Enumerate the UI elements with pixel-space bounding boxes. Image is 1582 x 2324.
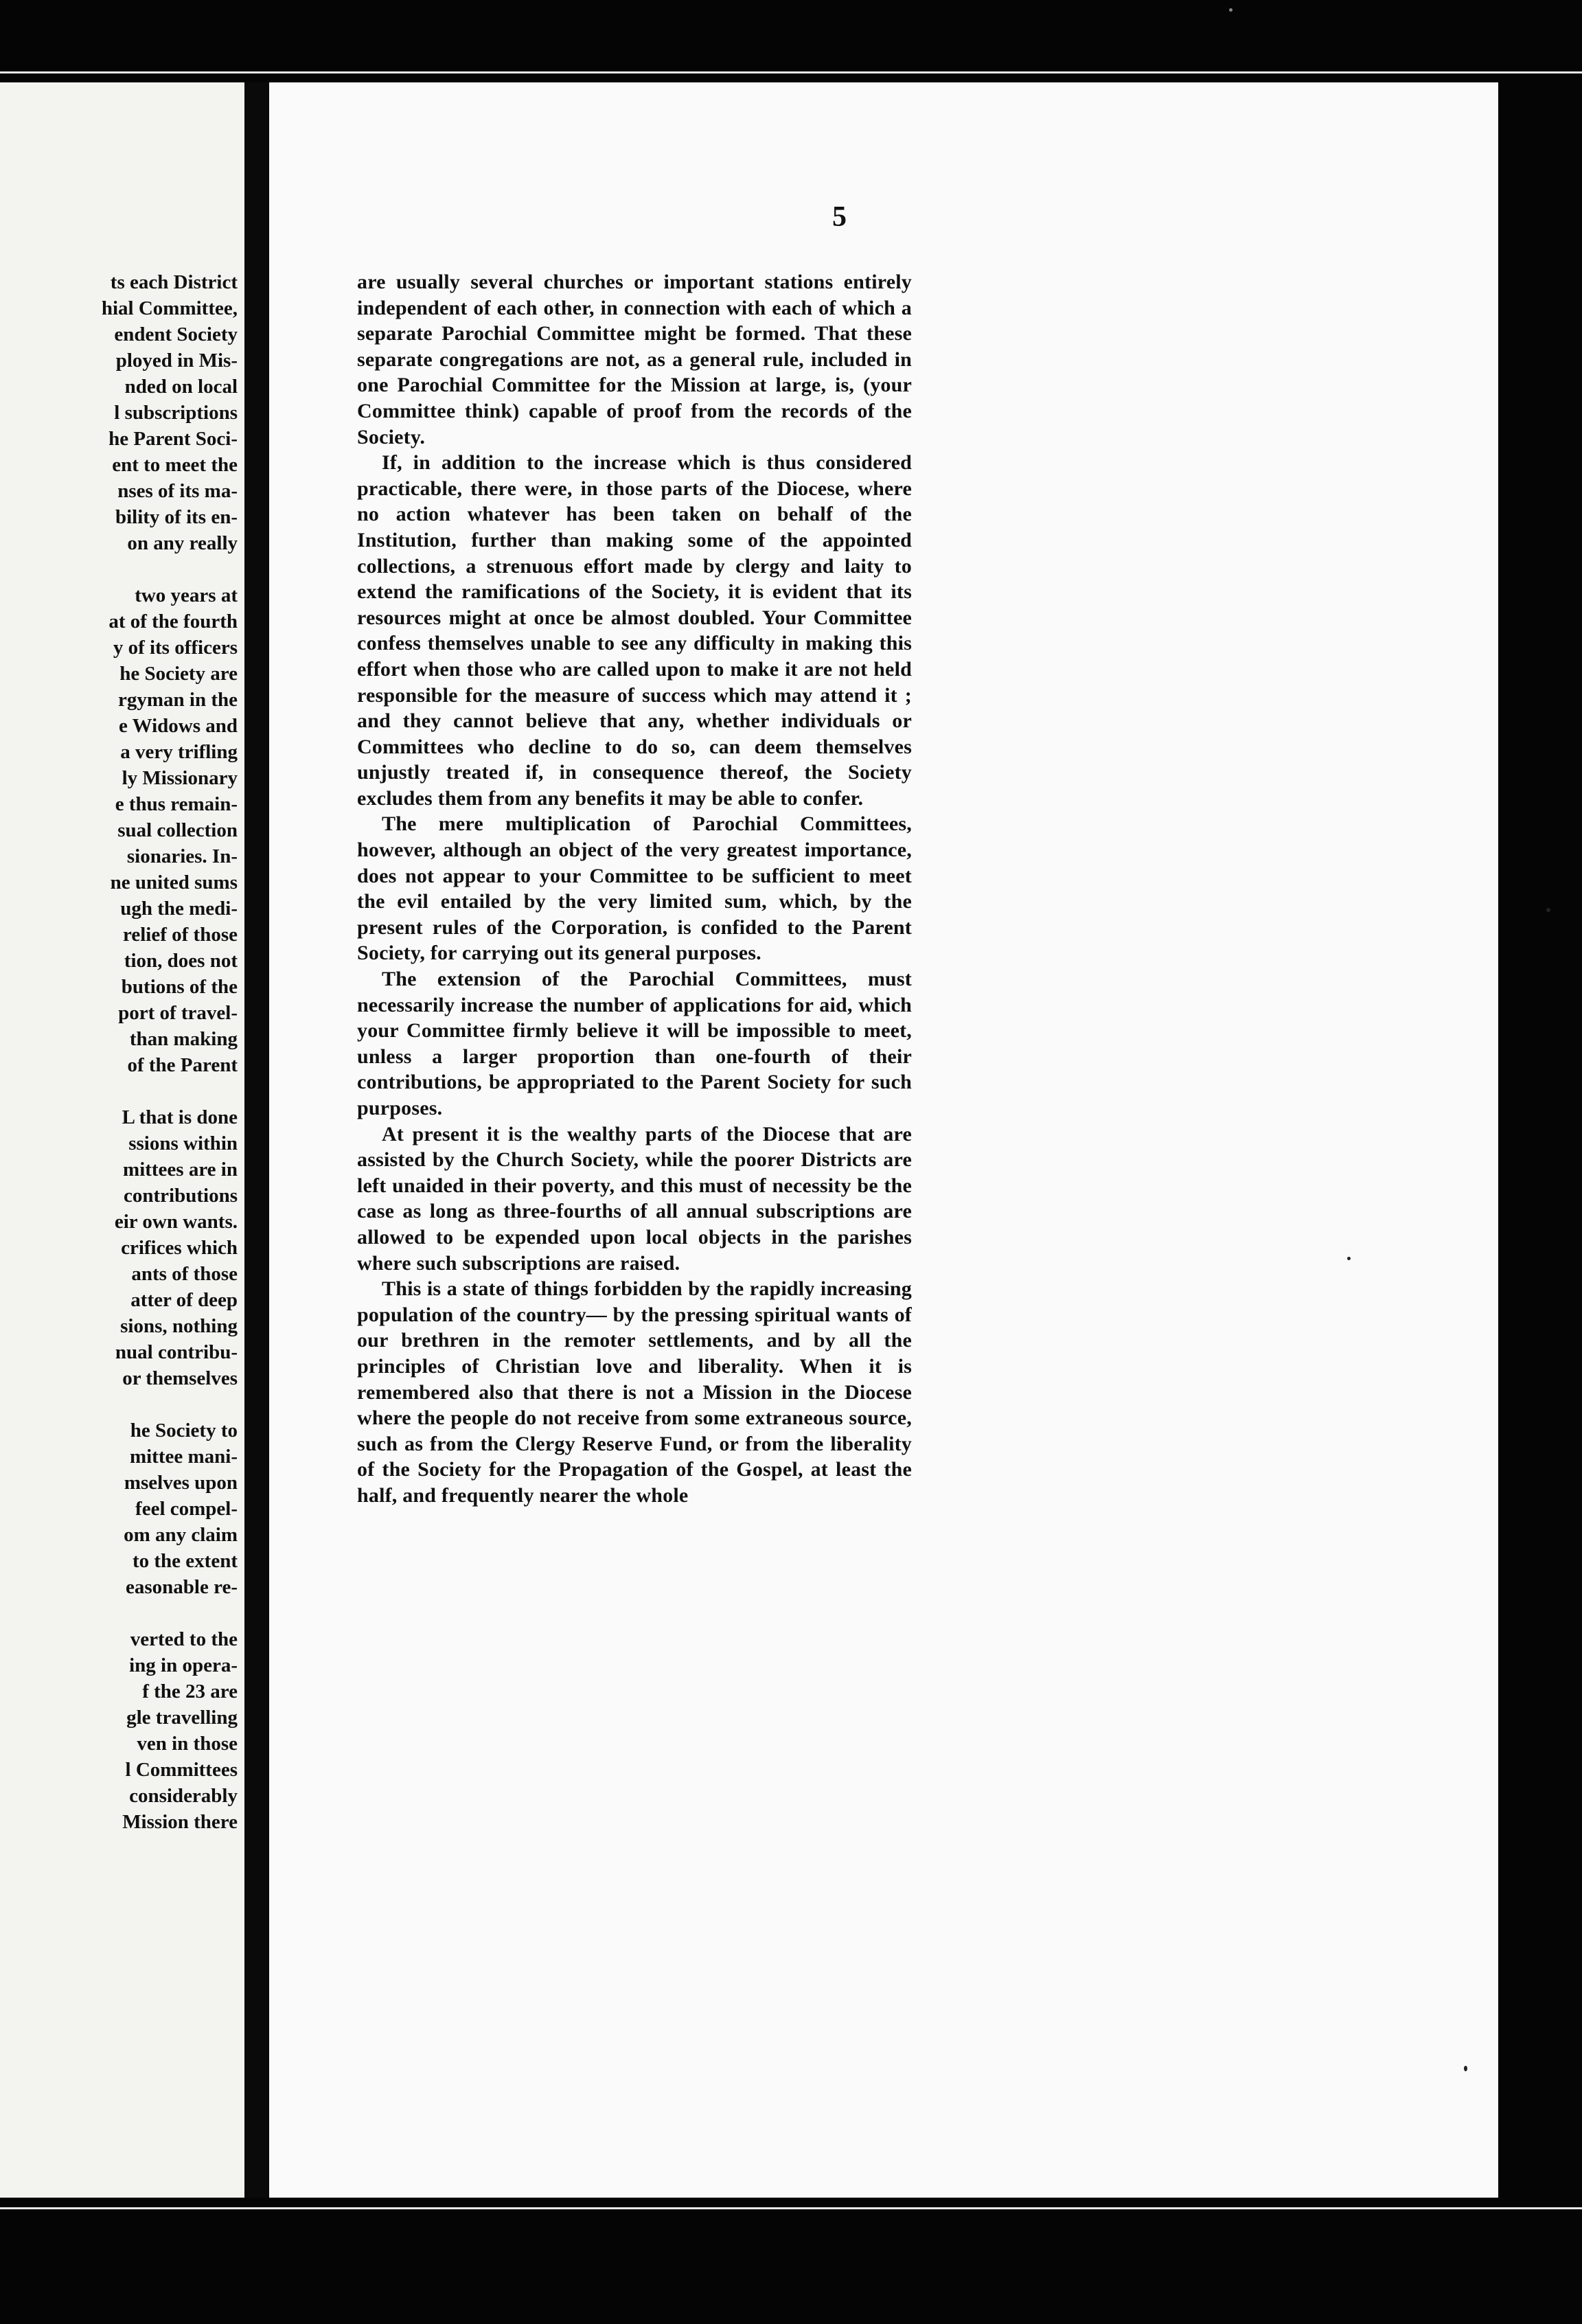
left-page-line: sions, nothing [120,1315,238,1337]
left-page-line: ssions within [128,1132,238,1154]
left-page-line: e Widows and [119,715,238,737]
left-page-line: bility of its en- [115,506,238,528]
left-page-line: y of its officers [113,637,238,659]
left-page-line: atter of deep [130,1289,238,1311]
left-page-line: ants of those [131,1263,238,1285]
left-page-line: hial Committee, [101,297,238,319]
left-page-line: easonable re- [126,1576,238,1598]
left-page-line: ne united sums [110,872,238,893]
left-page-text [0,269,238,1835]
line-gap [0,556,238,582]
left-page-line: nual contribu- [115,1341,238,1363]
paragraph: If, in addition to the increase which is thus considered practicable, there were, in those parts of the Diocese, where no action whatever has been taken on behalf of the Institution, further than making some of the appointed collections, a strenuous effort made by clergy and laity to extend the ramifications of the Society, it is evident that its resources might at once be almost doubled. Your Committee confess themselves unable to see any difficulty in making this effort when those who are called upon to make it are not held responsible for the measure of success which may attend it ; and they cannot believe that any, whether individuals or Committees who decline to do so, can deem themselves unjustly treated if, in consequence thereof, the Society excludes them from any benefits it may be able to confer. [357,451,912,810]
scan-speck [1229,8,1233,12]
left-page-line: relief of those [123,924,238,946]
left-page-line: l Committees [125,1759,238,1781]
paragraph: At present it is the wealthy parts of the Diocese that are assisted by the Church Society, while the poorer Districts are left unaided in their poverty, and this must of necessity be the case as long as three-fourths of all annual subscriptions are allowed to be expended upon local objects in the parishes where such subscriptions are raised. [357,1122,912,1275]
left-page-line: gle travelling [126,1707,238,1729]
left-page-line: he Society are [119,663,238,685]
left-page-line: tion, does not [124,950,238,972]
main-text-column [357,269,912,1509]
left-page-line: of the Parent [127,1054,238,1076]
left-page-line: ven in those [137,1733,238,1755]
left-page-line: mittees are in [123,1159,238,1181]
left-page-line: sionaries. In- [126,845,238,867]
left-page-line: he Parent Soci- [108,428,238,450]
left-page-line: port of travel- [118,1002,238,1024]
paragraph: The extension of the Parochial Committees, must necessarily increase the number of applications for aid, which your Committee firmly believe it will be impossible to meet, unless a larger proportion than one-fourth of their contributions, be appropriated to the Parent Society for such purposes. [357,968,912,1119]
left-page-line: ployed in Mis- [115,350,238,372]
scan-speck [1347,1257,1351,1260]
left-page-line: crifices which [121,1237,238,1259]
left-page-line: om any claim [124,1524,238,1546]
left-page-line: mselves upon [124,1472,238,1494]
left-page-line: endent Society [114,323,238,345]
left-page-line: e thus remain- [115,793,238,815]
scan-edge-bottom [0,2207,1582,2209]
left-page-line: L that is done [122,1106,238,1128]
left-page-line: nded on local [124,376,238,398]
scan-edge-top [0,71,1582,73]
left-page-line: sual collection [117,819,238,841]
left-page-line: ts each District [110,271,238,293]
left-page-line: at of the fourth [108,611,238,633]
left-page-line: than making [129,1028,238,1050]
scan-speck [1464,2066,1467,2071]
left-page-line: butions of the [121,976,238,998]
left-page-line: rgyman in the [118,689,238,711]
left-page-line: or themselves [122,1367,238,1389]
left-page-line: ly Missionary [122,767,238,789]
paragraph: are usually several churches or important stations entirely independent of each other, in connection with each of which a separate Parochial Committee might be formed. That these separate congregations are not, as a general rule, included in one Parochial Committee for the Mission at large, is, (your Committee think) capable of proof from the records of the Society. [357,271,912,448]
scan-speck [1546,908,1550,912]
left-page-line: he Society to [130,1420,238,1442]
left-page-line: to the extent [132,1550,238,1572]
left-page-line: verted to the [130,1628,238,1650]
left-page-line: ugh the medi- [120,898,238,920]
left-page-line: two years at [135,584,238,606]
left-page-line: feel compel- [135,1498,238,1520]
left-page-line: mittee mani- [129,1446,238,1468]
left-page-line: ing in opera- [129,1654,238,1676]
left-page-line: l subscriptions [114,402,238,424]
line-gap [0,1600,238,1626]
line-gap [0,1391,238,1417]
paragraph: The mere multiplication of Parochial Committees, however, although an object of the very greatest importance, does not appear to your Committee to be sufficient to meet the evil entailed by the very limited sum, which, by the present rules of the Corporation, is confided to the Parent Society, for carrying out its general purposes. [357,812,912,965]
paragraph: This is a state of things forbidden by the rapidly increasing population of the country— by the pressing spiritual wants of our brethren in the remoter settlements, and by all the principles of Christian love and liberality. When it is remembered also that there is not a Mission in the Diocese where the people do not receive from some extraneous source, such as from the Clergy Reserve Fund, or from the liberality of the Society for the Propagation of the Gospel, at least the half, and frequently nearer the whole [357,1277,912,1507]
left-page-line: considerably [129,1785,238,1807]
left-page-line: contributions [124,1185,238,1207]
page-number: 5 [832,201,847,233]
left-page-line: Mission there [122,1811,238,1833]
book-gutter [244,82,269,2198]
left-page [0,82,244,2198]
left-page-line: eir own wants. [114,1211,238,1233]
left-page-line: f the 23 are [142,1681,238,1702]
left-page-line: ent to meet the [112,454,238,476]
line-gap [0,1078,238,1104]
left-page-line: on any really [127,532,238,554]
left-page-line: a very trifling [120,741,238,763]
left-page-line: nses of its ma- [117,480,238,502]
